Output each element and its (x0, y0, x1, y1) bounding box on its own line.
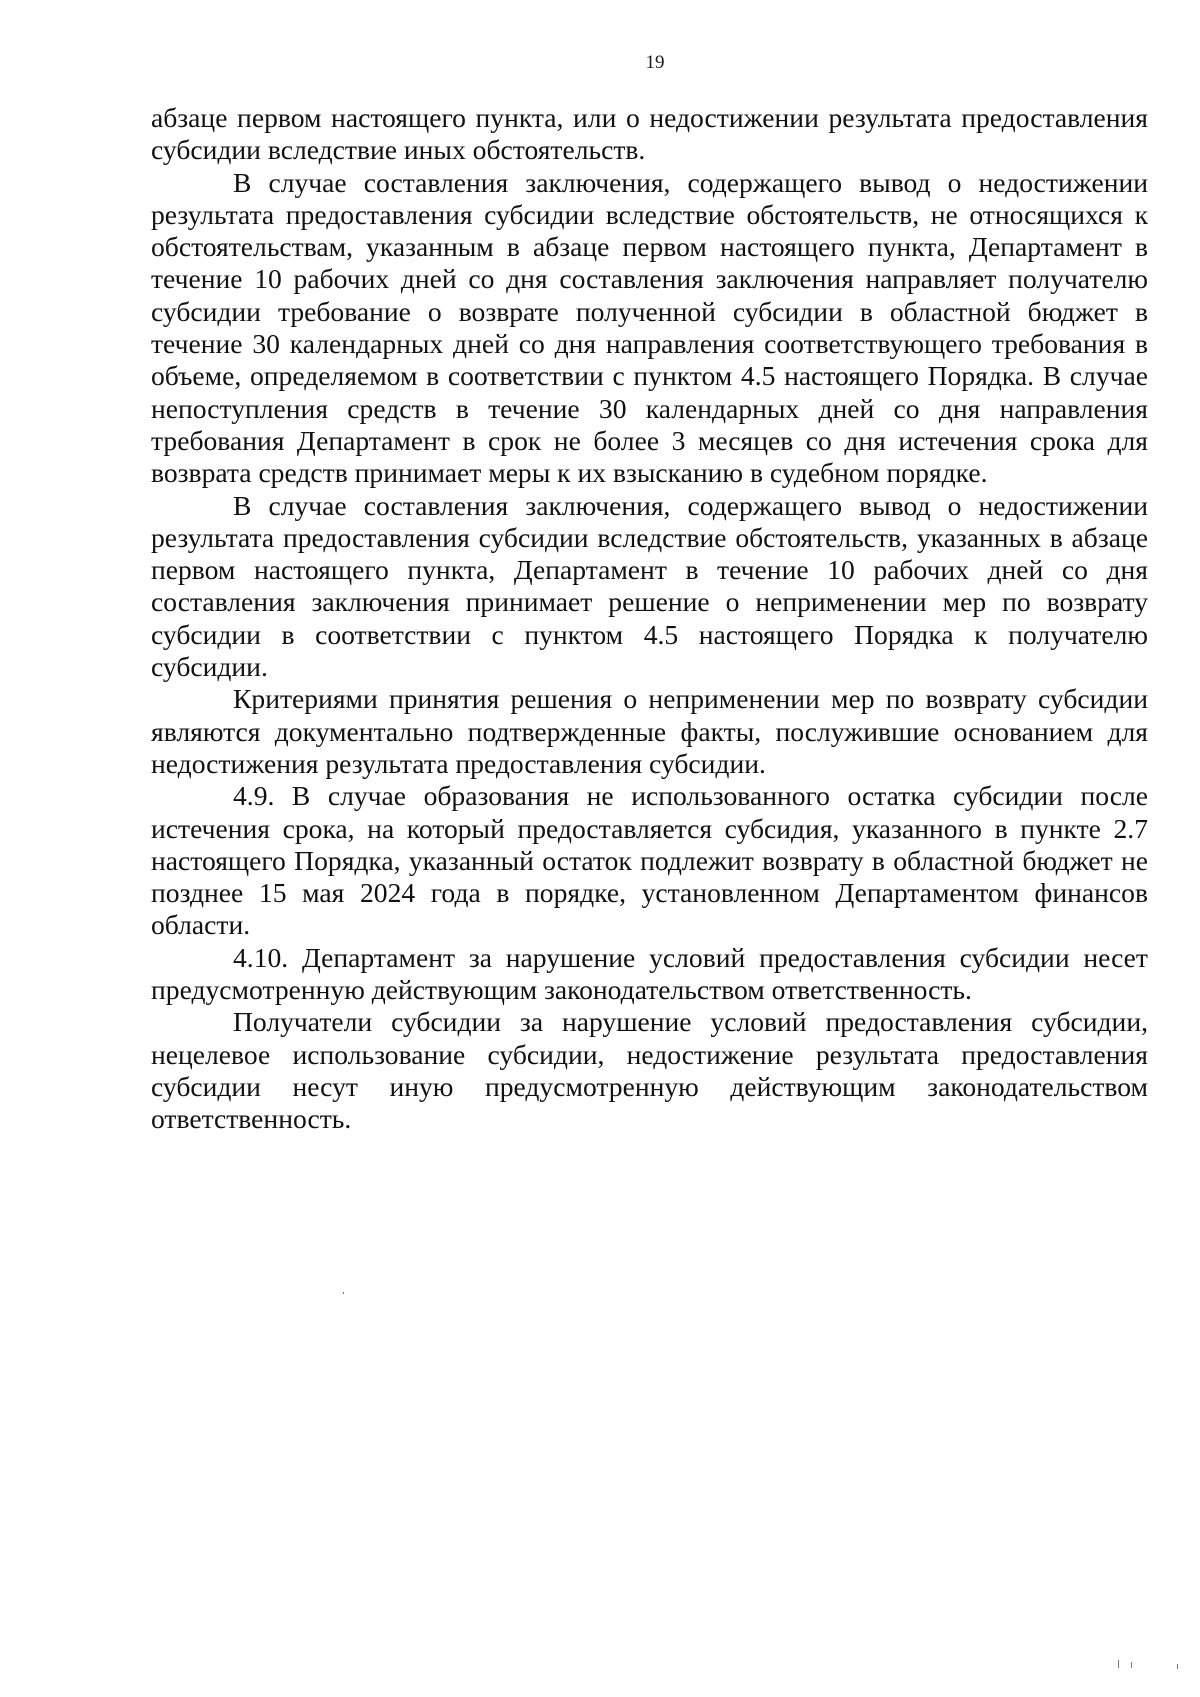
paragraph: абзаце первом настоящего пункта, или о недостижении результата предоставления субсидии вследствие иных обстоятельств. (151, 102, 1148, 166)
page-number: 19 (645, 52, 665, 73)
paragraph: В случае составления заключения, содержащего вывод о недостижении результата предоставления субсидии вследствие обстоятельств, не относящихся к обстоятельствам, указанным в абзаце первом настоящего пункта, Департамент в течение 10 рабочих дней со дня составления заключения направляет получателю субсидии требование о возврате полученной субсидии в областной бюджет в течение 30 календарных дней со дня направления соответствующего требования в объеме, определяемом в соответствии с пунктом 4.5 настоящего Порядка. В случае непоступления средств в течение 30 календарных дней со дня направления требования Департамент в срок не более 3 месяцев со дня истечения срока для возврата средств принимает меры к их взысканию в судебном порядке. (151, 166, 1148, 489)
paragraph: В случае составления заключения, содержащего вывод о недостижении результата предоставления субсидии вследствие обстоятельств, указанных в абзаце первом настоящего пункта, Департамент в течение 10 рабочих дней со дня составления заключения принимает решение о неприменении мер по возврату субсидии в соответствии с пунктом 4.5 настоящего Порядка к получателю субсидии. (151, 489, 1148, 683)
body-text (151, 102, 1148, 1136)
paragraph: 4.10. Департамент за нарушение условий предоставления субсидии несет предусмотренную действующим законодательством ответственность. (151, 941, 1148, 1006)
scan-speck (343, 1292, 344, 1294)
scan-speck (1177, 1664, 1178, 1669)
scan-speck (1118, 1660, 1119, 1668)
paragraph: Критериями принятия решения о неприменении мер по возврату субсидии являются документально подтвержденные факты, послужившие основанием для недостижения результата предоставления субсидии. (151, 683, 1148, 779)
scan-speck (1131, 1662, 1132, 1668)
paragraph: 4.9. В случае образования не использованного остатка субсидии после истечения срока, на который предоставляется субсидия, указанного в пункте 2.7 настоящего Порядка, указанный остаток подлежит возврату в областной бюджет не позднее 15 мая 2024 года в порядке, установленном Департаментом финансов области. (151, 780, 1148, 941)
paragraph: Получатели субсидии за нарушение условий предоставления субсидии, нецелевое использование субсидии, недостижение результата предоставления субсидии несут иную предусмотренную действующим законодательством ответственность. (151, 1006, 1148, 1135)
